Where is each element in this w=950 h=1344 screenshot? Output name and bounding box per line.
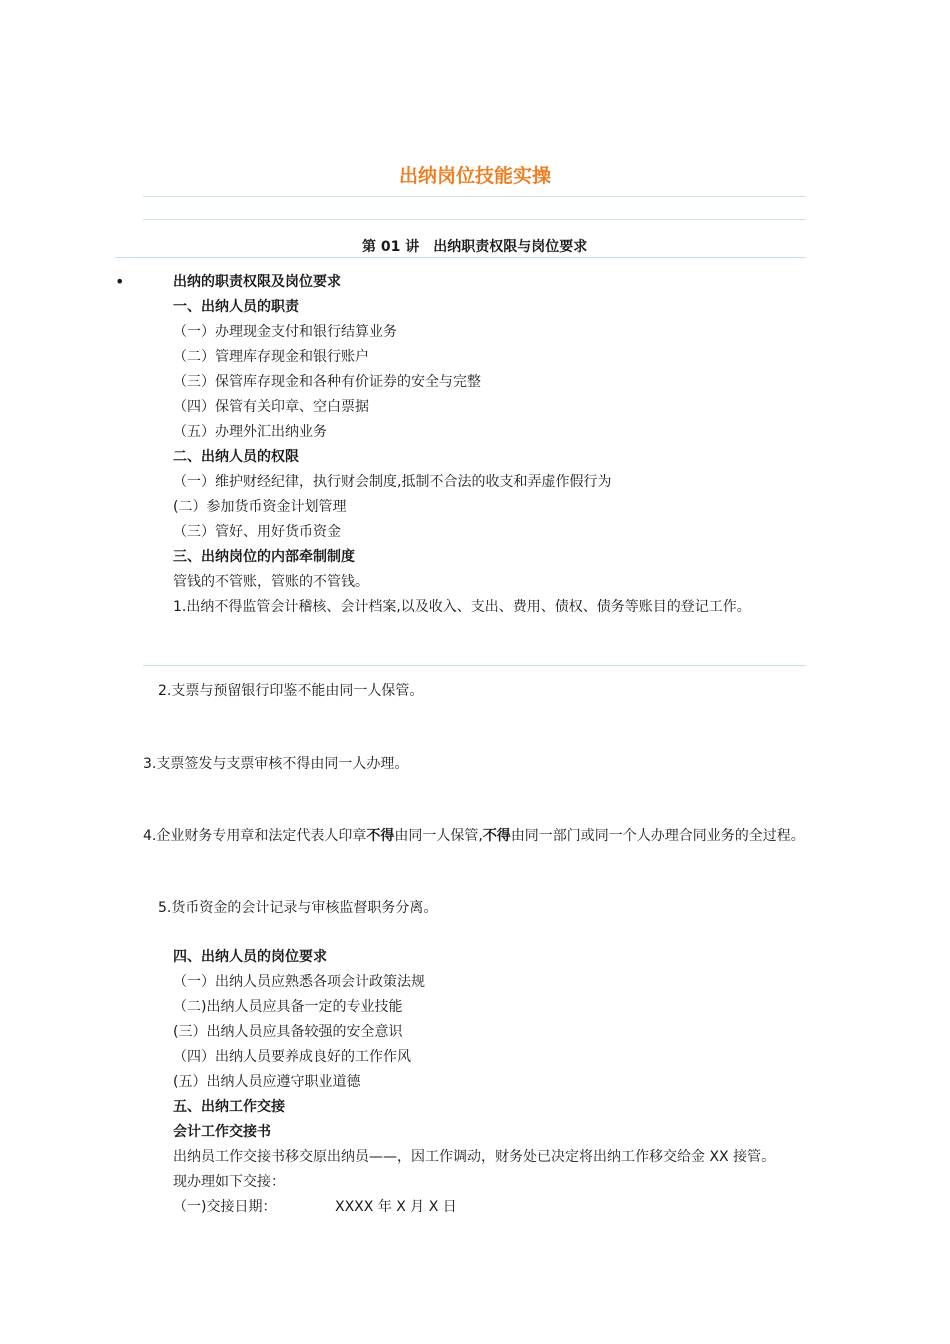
rule-4-part: 4.企业财务专用章和法定代表人印章 [143,828,367,844]
part3-heading: 三、出纳岗位的内部牵制制度 [173,549,355,565]
rule-5: 5.货币资金的会计记录与审核监督职务分离。 [158,900,438,916]
part4-item: （四）出纳人员要养成良好的工作作风 [173,1049,411,1065]
part2-item: (二）参加货币资金计划管理 [173,499,347,515]
rule-4 [143,826,805,846]
lecture-name: 出纳职责权限与岗位要求 [433,239,588,255]
rule-2: 2.支票与预留银行印鉴不能由同一人保管。 [158,683,424,699]
part4-heading: 四、出纳人员的岗位要求 [173,949,327,965]
rule-4-emphasis: 不得 [482,828,511,844]
divider-middle [143,665,806,666]
handover-intro: 现办理如下交接： [173,1174,285,1190]
handover-paragraph: 出纳员工作交接书移交原出纳员——，因工作调动，财务处已决定将出纳工作移交给金 XX 接管。 [173,1149,776,1165]
part4-item: (三）出纳人员应具备较强的安全意识 [173,1024,403,1040]
section-main-heading: 出纳的职责权限及岗位要求 [173,274,341,290]
part1-heading: 一、出纳人员的职责 [173,299,299,315]
part1-item: （一）办理现金支付和银行结算业务 [173,324,397,340]
divider-lecture [115,257,806,258]
divider-top-2 [143,219,806,220]
part4-item: （一）出纳人员应熟悉各项会计政策法规 [173,974,425,990]
handover-date-value: XXXX 年 X 月 X 日 [335,1199,457,1215]
rule-3: 3.支票签发与支票审核不得由同一人办理。 [143,756,409,772]
page-title: 出纳岗位技能实操 [398,165,551,187]
rule-4-part: 由同一人保管, [394,828,483,844]
rule-4-part: 由同一部门或同一个人办理合同业务的全过程。 [510,828,805,844]
part1-item: （五）办理外汇出纳业务 [173,424,327,440]
part2-item: （三）管好、用好货币资金 [173,524,341,540]
bullet-marker: • [115,272,125,291]
handover-date-label: （一)交接日期： [173,1199,277,1215]
part3-intro: 管钱的不管账，管账的不管钱。 [173,574,369,590]
part1-item: （三）保管库存现金和各种有价证券的安全与完整 [173,374,481,390]
part5-heading: 五、出纳工作交接 [173,1099,285,1115]
part4-item: (五）出纳人员应遵守职业道德 [173,1074,361,1090]
part1-item: （二）管理库存现金和银行账户 [173,349,369,365]
handover-doc-title: 会计工作交接书 [173,1124,271,1140]
rule-4-emphasis: 不得 [366,828,395,844]
part4-item: （二)出纳人员应具备一定的专业技能 [173,999,403,1015]
lecture-number: 第 01 讲 [362,239,420,255]
divider-top-1 [143,196,806,197]
part2-heading: 二、出纳人员的权限 [173,449,299,465]
part2-item: （一）维护财经纪律，执行财会制度,抵制不合法的收支和弄虚作假行为 [173,474,612,490]
part1-item: （四）保管有关印章、空白票据 [173,399,369,415]
rule-1: 1.出纳不得监管会计稽核、会计档案,以及收入、支出、费用、债权、债务等账目的登记工作。 [173,599,751,615]
lecture-heading [362,236,587,256]
